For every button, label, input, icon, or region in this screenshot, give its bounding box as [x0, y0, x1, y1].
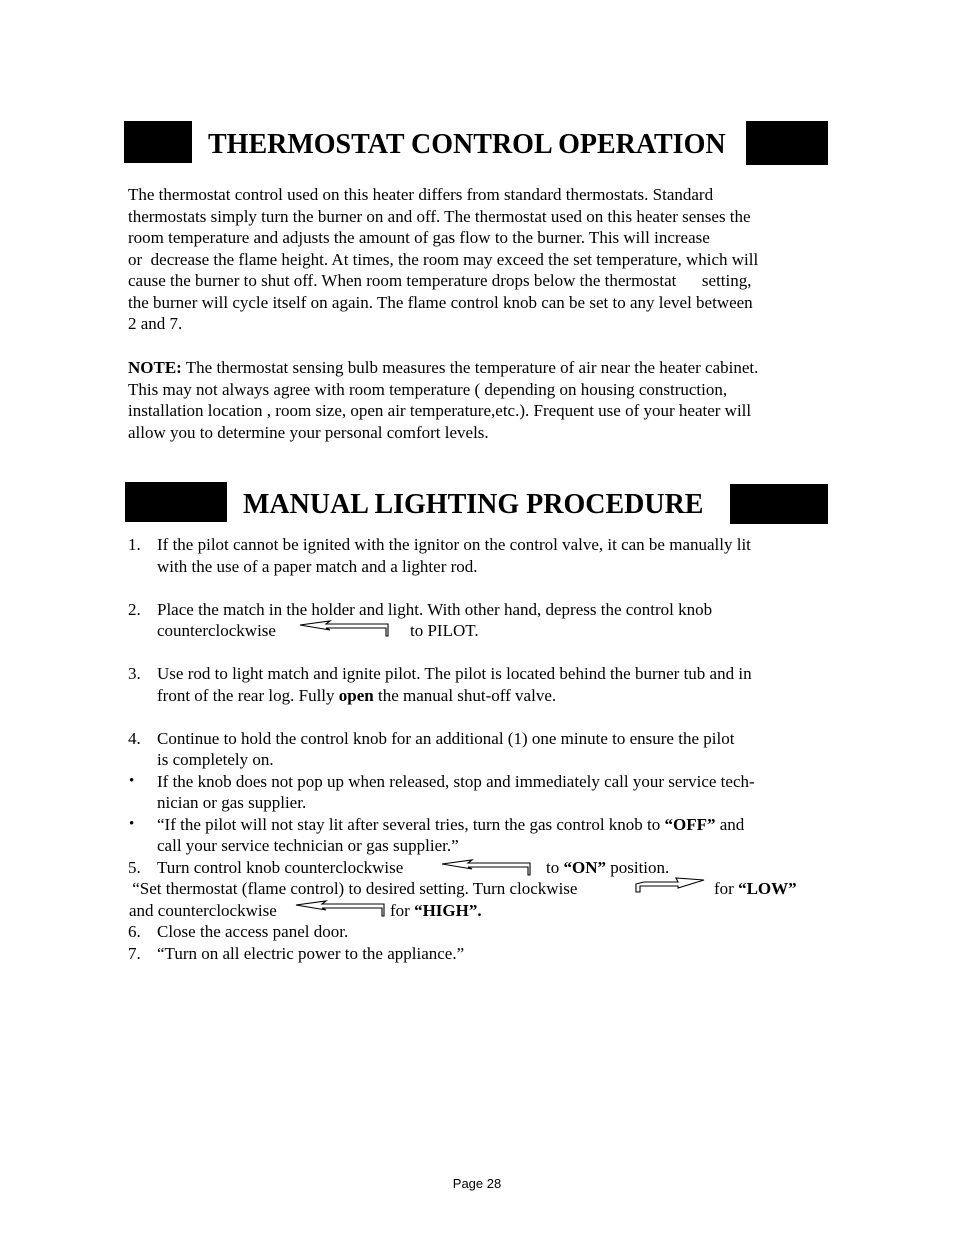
bullet-text: call your service technician or gas supplier.” [157, 836, 459, 855]
right-arrow-icon [634, 876, 706, 894]
step-text: “Turn on all electric power to the appliance.” [157, 944, 465, 963]
step-text: is completely on. [157, 750, 274, 769]
paragraph-line: The thermostat control used on this heater differs from standard thermostats. Standard [128, 185, 714, 204]
section-heading-thermostat: THERMOSTAT CONTROL OPERATION [208, 129, 726, 160]
bullet-mark: • [129, 816, 135, 832]
paragraph-line: or decrease the flame height. At times, the room may exceed the set temperature, which will [128, 250, 759, 269]
paragraph-line: cause the burner to shut off. When room temperature drops below the thermostat setting, [128, 271, 752, 290]
step-number: 4. [128, 729, 141, 748]
paragraph-line: 2 and 7. [128, 314, 183, 333]
note-line: installation location , room size, open air temperature,etc.). Frequent use of your heater will [128, 401, 752, 420]
instruction-line: and counterclockwise [129, 901, 277, 920]
step-text: Place the match in the holder and light. With other hand, depress the control knob [157, 600, 713, 619]
step-text: to “ON” position. [546, 858, 670, 877]
step-number: 7. [128, 944, 141, 963]
note-line: This may not always agree with room temperature ( depending on housing construction, [128, 380, 728, 399]
instruction-line: for “HIGH”. [390, 901, 482, 920]
step-text: front of the rear log. Fully open the manual shut-off valve. [157, 686, 557, 705]
bullet-text: “If the pilot will not stay lit after several tries, turn the gas control knob to “OFF” and [157, 815, 745, 834]
left-arrow-icon [298, 620, 390, 638]
heading-bar-right [730, 484, 828, 524]
heading-bar-right [746, 121, 828, 165]
step-number: 2. [128, 600, 141, 619]
instruction-line: for “LOW” [714, 879, 797, 898]
note-label: NOTE: [128, 358, 182, 377]
left-arrow-icon [294, 900, 386, 918]
heading-bar-left [124, 121, 192, 163]
paragraph-line: thermostats simply turn the burner on and off. The thermostat used on this heater senses the [128, 207, 751, 226]
note-line [128, 357, 758, 378]
step-text: Close the access panel door. [157, 922, 349, 941]
step-text: Turn control knob counterclockwise [157, 858, 404, 877]
step-text: Continue to hold the control knob for an additional (1) one minute to ensure the pilot [157, 729, 735, 748]
note-line: allow you to determine your personal comfort levels. [128, 423, 489, 442]
section-heading-manual-lighting: MANUAL LIGHTING PROCEDURE [243, 489, 704, 520]
bullet-text: nician or gas supplier. [157, 793, 307, 812]
step-number: 1. [128, 535, 141, 554]
step-number: 6. [128, 922, 141, 941]
bullet-text: If the knob does not pop up when released, stop and immediately call your service tech- [157, 772, 755, 791]
paragraph-line: room temperature and adjusts the amount of gas flow to the burner. This will increase [128, 228, 710, 247]
step-text: If the pilot cannot be ignited with the ignitor on the control valve, it can be manually lit [157, 535, 751, 554]
bullet-mark: • [129, 773, 135, 789]
step-text: with the use of a paper match and a lighter rod. [157, 557, 478, 576]
step-number: 5. [128, 858, 141, 877]
instruction-line: “Set thermostat (flame control) to desired setting. Turn clockwise [128, 879, 578, 898]
step-number: 3. [128, 664, 141, 683]
heading-bar-left [125, 482, 227, 522]
step-text: counterclockwise [157, 621, 276, 640]
left-arrow-icon [440, 859, 532, 877]
page-number: Page 28 [452, 1176, 502, 1191]
note-text: The thermostat sensing bulb measures the temperature of air near the heater cabinet. [181, 358, 759, 377]
step-text: Use rod to light match and ignite pilot. The pilot is located behind the burner tub and in [157, 664, 752, 683]
step-text: to PILOT. [410, 621, 479, 640]
paragraph-line: the burner will cycle itself on again. The flame control knob can be set to any level between [128, 293, 753, 312]
